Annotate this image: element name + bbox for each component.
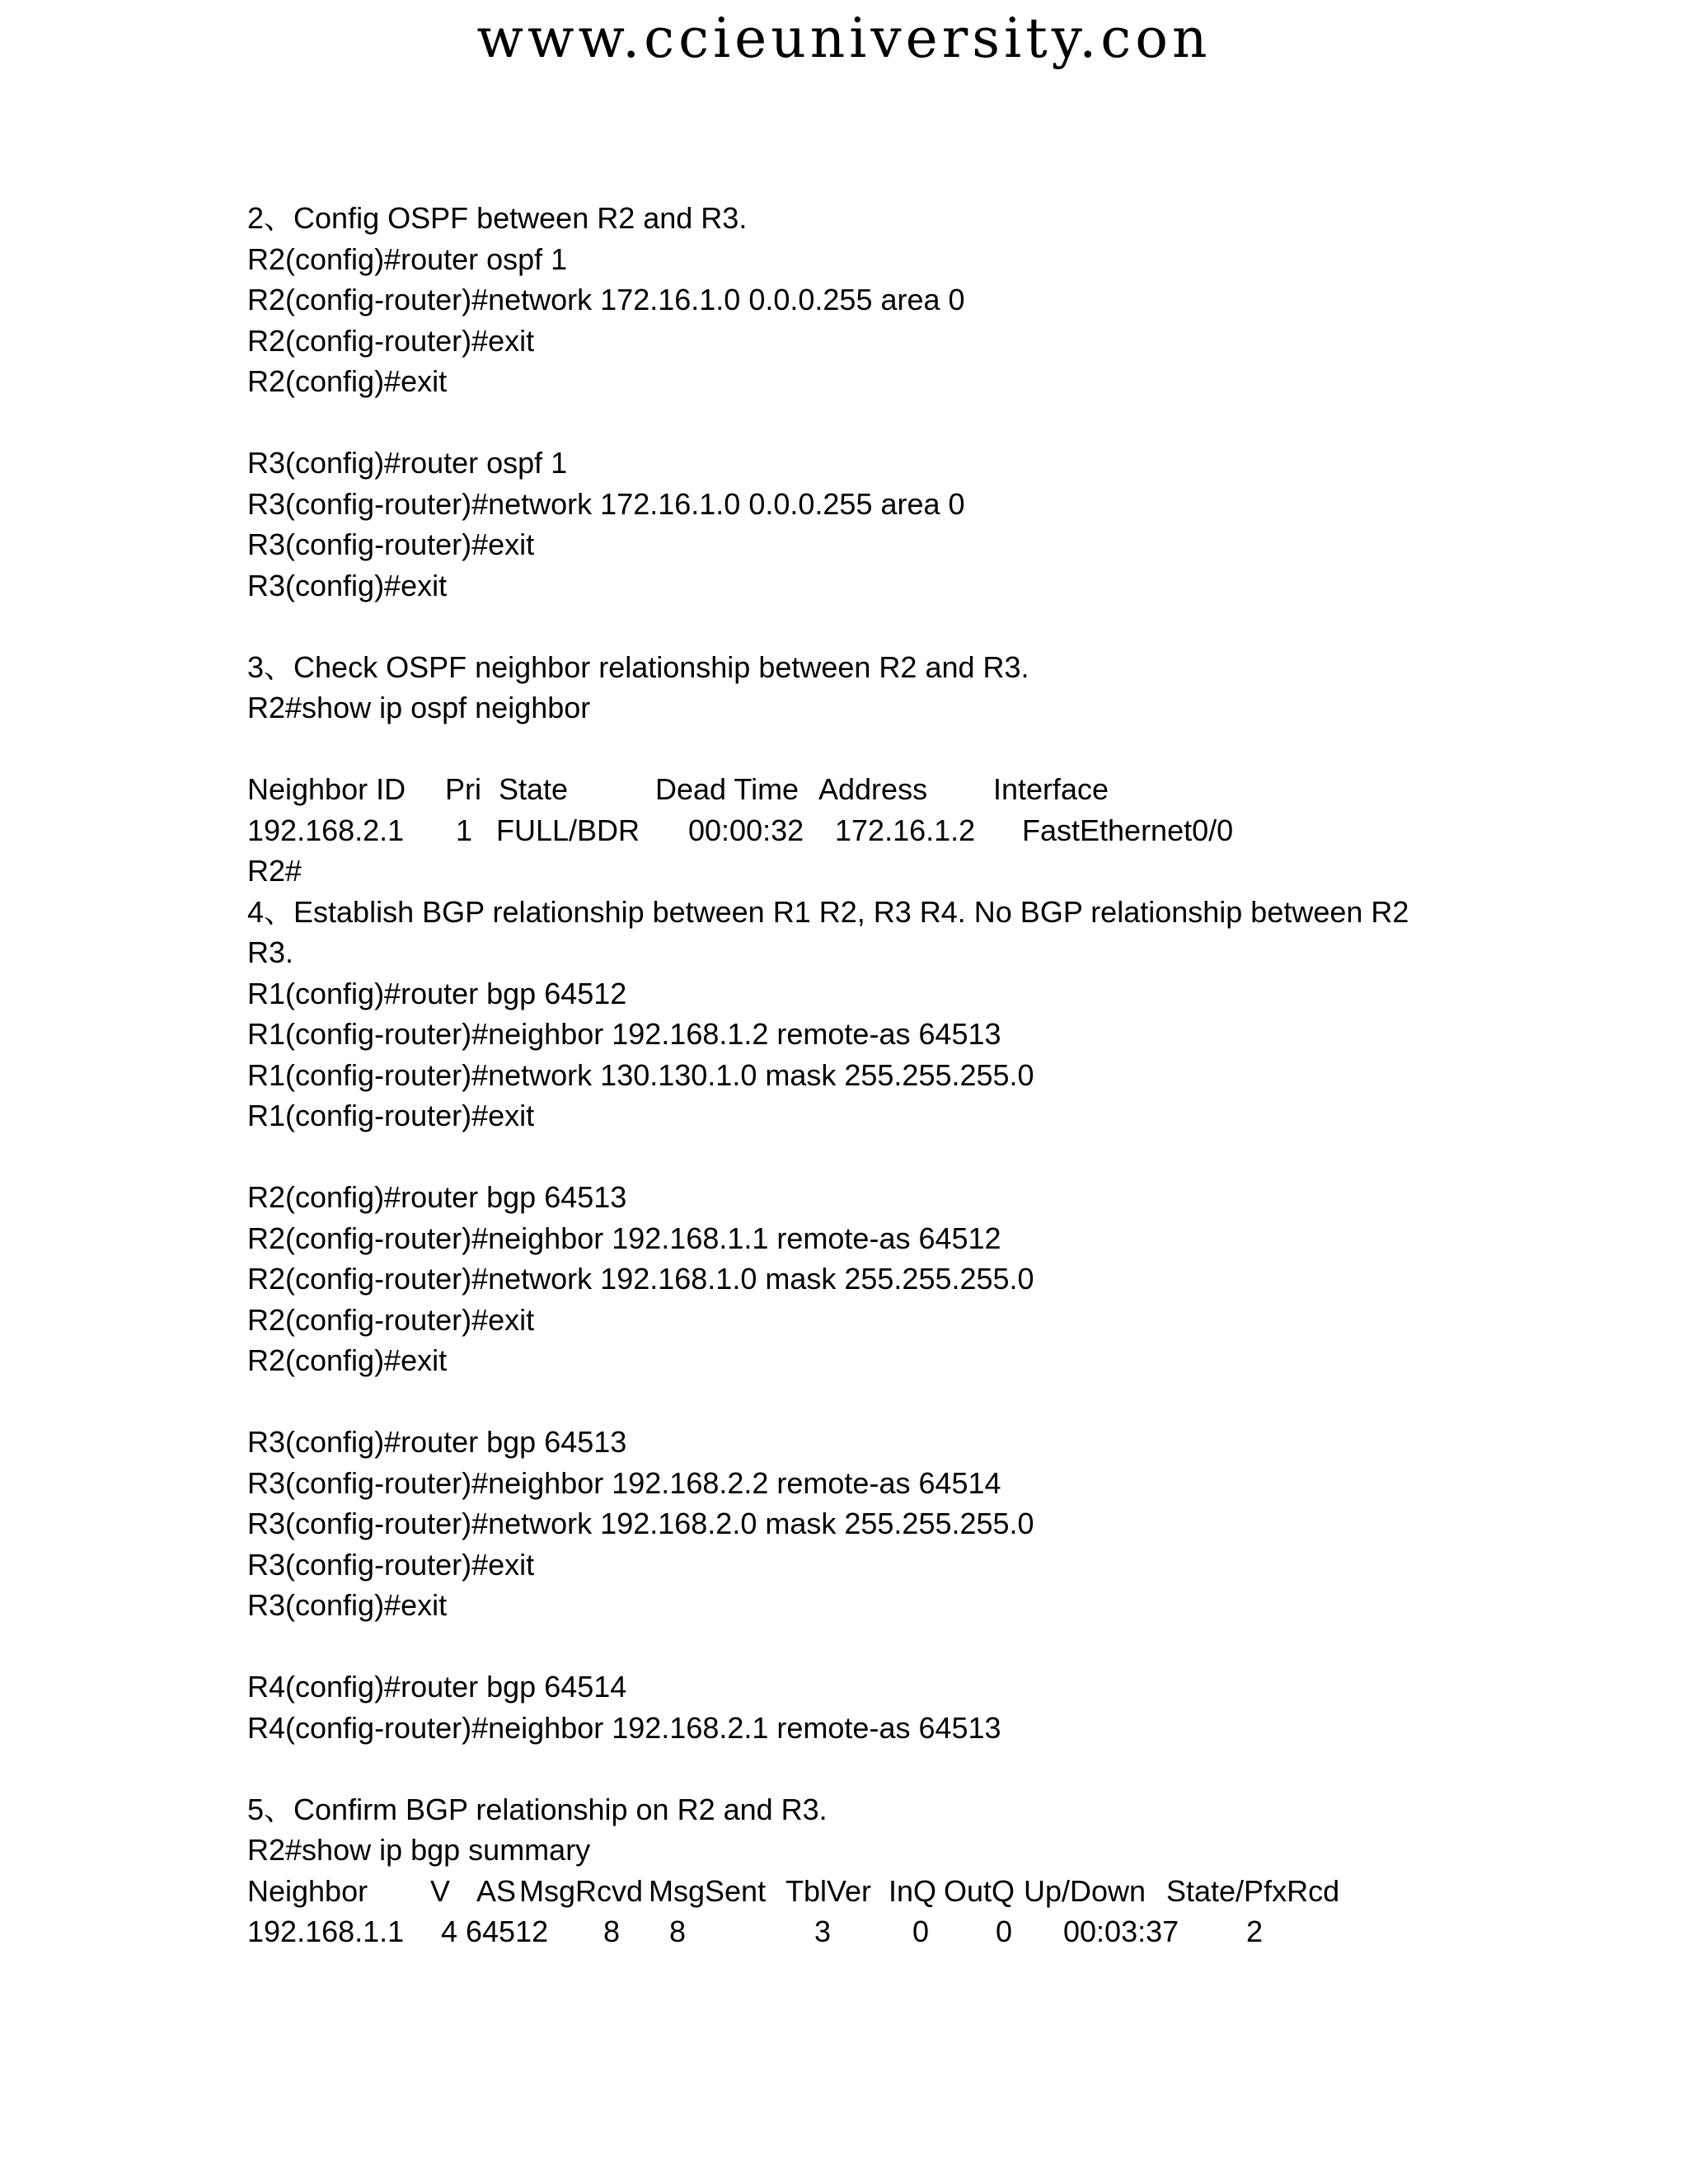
column-header: Dead Time (655, 772, 799, 806)
table-cell: 0 (912, 1915, 930, 1948)
column-header: TblVer (785, 1873, 872, 1908)
section-4-title: 4、Establish BGP relationship between R1 R2, R3 R4. No BGP relationship between R2 (247, 894, 1409, 929)
column-header: Up/Down (1024, 1873, 1146, 1908)
config-line: R3(config-router)#network 172.16.1.0 0.0.0.255 area 0 (247, 486, 965, 521)
table-cell: 2 (1246, 1915, 1264, 1948)
table-row (247, 810, 1648, 851)
spacer (247, 402, 1648, 443)
config-line: R2(config-router)#network 172.16.1.0 0.0.0.255 area 0 (247, 283, 965, 316)
config-line: R3(config-router)#exit (247, 527, 535, 561)
table-cell: 1 (456, 813, 473, 847)
config-line: R2(config)#exit (247, 364, 448, 398)
column-header: AS (476, 1873, 517, 1908)
config-line: R1(config-router)#network 130.130.1.0 mask 255.255.255.0 (247, 1057, 1034, 1092)
config-line: R3(config-router)#network 192.168.2.0 mask 255.255.255.0 (247, 1507, 1034, 1540)
bgp-summary-table-header (247, 1871, 1648, 1912)
section-2-title: 2、Config OSPF between R2 and R3. (247, 201, 748, 235)
ospf-neighbor-table-header (247, 769, 1648, 810)
column-header: State/PfxRcd (1166, 1873, 1340, 1908)
config-line: R2(config-router)#network 192.168.1.0 mask 255.255.255.0 (247, 1262, 1034, 1296)
table-cell: 4 (441, 1915, 458, 1948)
column-header: V (430, 1873, 451, 1908)
spacer (247, 1137, 1648, 1178)
config-line: R3(config)#router bgp 64513 (247, 1425, 627, 1459)
config-line: R3(config-router)#exit (247, 1547, 535, 1582)
config-line: R1(config-router)#neighbor 192.168.1.2 remote-as 64513 (247, 1017, 1001, 1051)
table-row (247, 1911, 1648, 1952)
table-cell: FastEthernet0/0 (1022, 813, 1234, 847)
config-line: R1(config)#router bgp 64512 (247, 976, 627, 1010)
config-line: R2(config)#router bgp 64513 (247, 1180, 627, 1214)
section-3-title: 3、Check OSPF neighbor relationship between R2 and R3. (247, 649, 1029, 684)
column-header: MsgRcvd (519, 1873, 644, 1908)
config-line: R3(config)#router ospf 1 (247, 446, 568, 480)
column-header: Pri (445, 772, 481, 806)
config-line: R3(config)#exit (247, 1588, 448, 1622)
table-cell: 192.168.1.1 (247, 1915, 405, 1948)
column-header: Neighbor (247, 1873, 368, 1908)
section-4-title-continued: R3. (247, 935, 294, 969)
table-cell: 00:03:37 (1063, 1915, 1179, 1948)
table-cell: 0 (996, 1915, 1013, 1948)
config-line: R4(config)#router bgp 64514 (247, 1670, 627, 1704)
column-header: OutQ (944, 1873, 1015, 1908)
column-header: Neighbor ID (247, 772, 406, 806)
spacer (247, 1381, 1648, 1422)
spacer (247, 729, 1648, 770)
config-line: R2(config-router)#neighbor 192.168.1.1 remote-as 64512 (247, 1221, 1001, 1255)
table-cell: FULL/BDR (496, 813, 640, 847)
table-cell: 3 (814, 1915, 832, 1948)
config-line: R4(config-router)#neighbor 192.168.2.1 remote-as 64513 (247, 1710, 1001, 1745)
table-cell: 00:00:32 (688, 813, 804, 847)
document-body (247, 198, 1648, 1952)
command-line: R2#show ip ospf neighbor (247, 691, 591, 724)
config-line: R2(config)#exit (247, 1343, 448, 1377)
command-line: R2#show ip bgp summary (247, 1833, 591, 1867)
config-line: R2(config-router)#exit (247, 323, 535, 358)
table-cell: 8 (603, 1915, 621, 1948)
config-line: R2(config)#router ospf 1 (247, 241, 568, 276)
header-url: www.ccieuniversity.con (476, 7, 1212, 70)
spacer (247, 1626, 1648, 1667)
table-cell: 192.168.2.1 (247, 813, 405, 847)
table-cell: 8 (669, 1915, 687, 1948)
column-header: Address (818, 772, 928, 806)
spacer (247, 606, 1648, 647)
table-cell: 64512 (466, 1915, 549, 1948)
column-header: MsgSent (649, 1873, 767, 1908)
table-cell: 172.16.1.2 (835, 813, 976, 847)
spacer (247, 1748, 1648, 1789)
column-header: InQ (889, 1873, 937, 1908)
config-line: R2(config-router)#exit (247, 1302, 535, 1337)
column-header: Interface (993, 772, 1109, 806)
config-line: R3(config)#exit (247, 568, 448, 602)
config-line: R3(config-router)#neighbor 192.168.2.2 remote-as 64514 (247, 1465, 1001, 1500)
config-line: R1(config-router)#exit (247, 1099, 535, 1132)
prompt-line: R2# (247, 854, 302, 888)
section-5-title: 5、Confirm BGP relationship on R2 and R3. (247, 1792, 828, 1826)
column-header: State (499, 772, 569, 806)
